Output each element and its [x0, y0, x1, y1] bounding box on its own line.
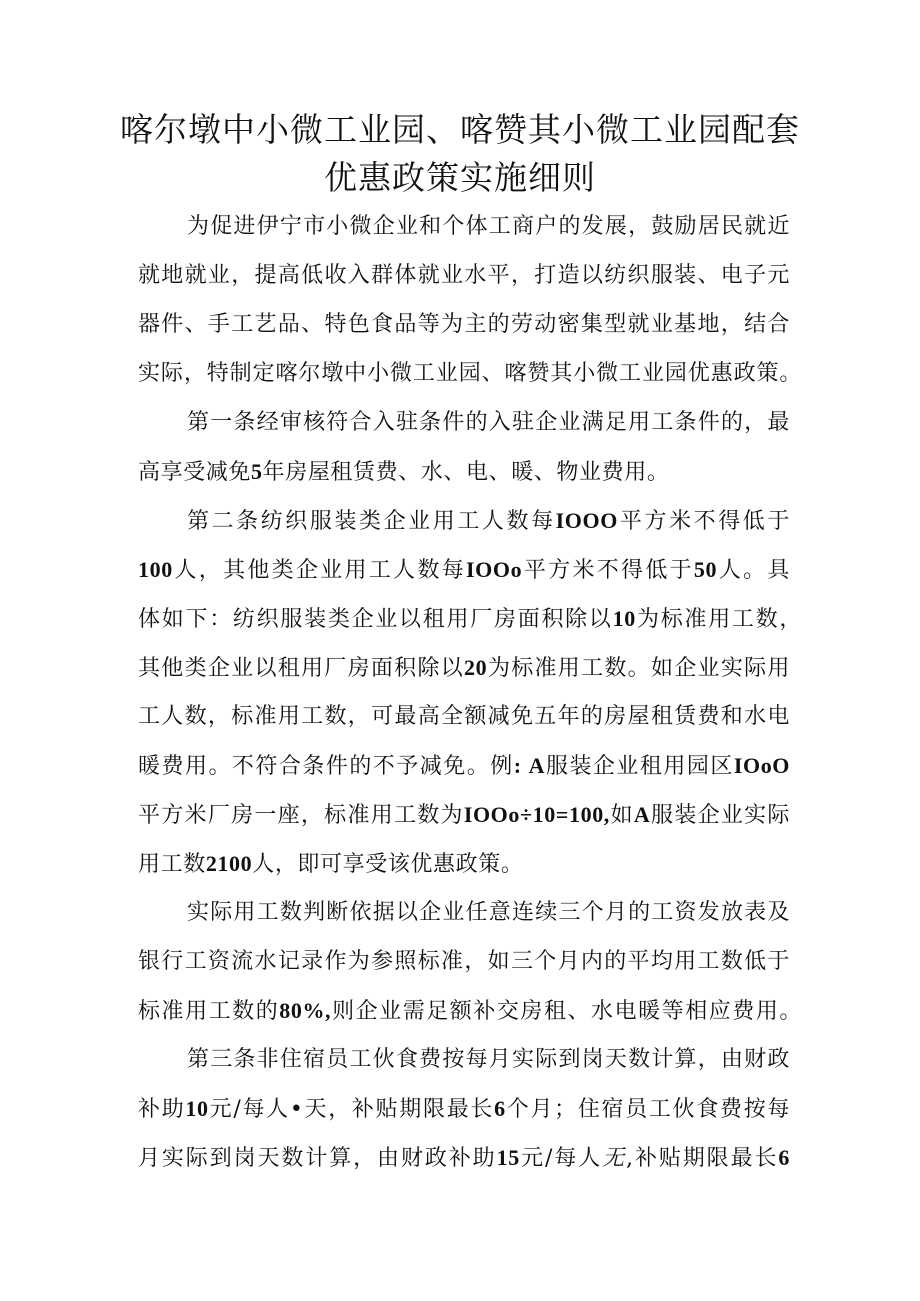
- article1-text-b: 年房屋租赁费、水、电、暖、物业费用。: [262, 460, 670, 485]
- article2-l4-num: 20: [464, 655, 488, 680]
- article3-l2-num2: 6: [494, 1096, 506, 1121]
- intro-line-1: 为促进伊宁市小微企业和个体工商户的发展，鼓励居民就近: [187, 214, 790, 239]
- article1-line-1: 第一条经审核符合入驻条件的入驻企业满足用工条件的，最: [187, 410, 790, 435]
- article2-line-8: [138, 849, 790, 880]
- article2-l7-num1: IOOo÷10=100,: [463, 802, 610, 827]
- article2-l8-text-b: 人，即可享受该优惠政策。: [252, 852, 524, 877]
- article2-l2-num2: IOOo: [466, 557, 523, 582]
- document-title-line1: 喀尔墩中小微工业园、喀赞其小微工业园配套: [120, 110, 800, 149]
- article2-l2-text-a: 人，其他类企业用工人数每: [172, 558, 466, 583]
- intro-line-4: 实际，特制定喀尔墩中小微工业园、喀赞其小微工业园优惠政策。: [138, 361, 802, 386]
- article3-l3-num1: 15: [496, 1145, 520, 1170]
- judgement-line-2: 银行工资流水记录作为参照标准，如三个月内的平均用工数低于: [138, 949, 790, 974]
- article2-l1-text-b: 平方米不得低于: [617, 509, 790, 534]
- article2-l8-text-a: 用工数: [138, 852, 206, 877]
- article3-l3-text-a: 月实际到岗天数计算，由财政补助: [138, 1146, 497, 1171]
- article1-num-years: 5: [251, 459, 263, 484]
- article3-line-3: [138, 1143, 790, 1174]
- article2-l3-num: 10: [612, 606, 636, 631]
- article2-line-7: [138, 800, 790, 831]
- intro-line-2: 就地就业，提高低收入群体就业水平，打造以纺织服装、电子元: [138, 263, 790, 288]
- article1-line-2: [138, 457, 790, 488]
- article3-line-2: [138, 1094, 790, 1125]
- article2-line-4: [138, 653, 790, 684]
- article2-l7-text-c: 服装企业实际: [650, 803, 791, 828]
- judgement-l3-text-a: 标准用工数的: [138, 999, 280, 1024]
- document-title-line2: 优惠政策实施细则: [324, 158, 596, 197]
- judgement-line-1: 实际用工数判断依据以企业任意连续三个月的工资发放表及: [187, 900, 790, 925]
- article2-line-1: [187, 506, 790, 537]
- article2-line-5: 工人数，标准用工数，可最高全额减免五年的房屋租赁费和水电: [138, 704, 790, 729]
- article2-line-3: [138, 604, 802, 635]
- article3-line-1: 第三条非住宿员工伙食费按每月实际到岗天数计算，由财政: [187, 1047, 790, 1072]
- article2-l2-text-b: 平方米不得低于: [522, 558, 694, 583]
- article3-l2-text-a: 补助: [138, 1097, 186, 1122]
- article2-l6-num2: IOoO: [733, 753, 791, 778]
- article2-line-6: [138, 751, 790, 782]
- article2-l4-text-b: 为标准用工数。如企业实际用: [487, 656, 790, 681]
- article2-l6-text-b: 服装企业租用园区: [545, 754, 734, 779]
- judgement-l3-text-b: 则企业需足额补交房租、水电暖等相应费用。: [331, 999, 802, 1024]
- article3-l3-text-c: 无: [602, 1146, 627, 1171]
- judgement-line-3: [138, 996, 802, 1027]
- article2-l4-text-a: 其他类企业以租用厂房面积除以: [138, 656, 465, 681]
- article3-l2-num1: 10: [185, 1096, 209, 1121]
- article3-l2-text-b: 元/每人•天，补贴期限最长: [208, 1097, 495, 1122]
- intro-line-3: 器件、手工艺品、特色食品等为主的劳动密集型就业基地，结合: [138, 312, 790, 337]
- article2-l3-text-b: 为标准用工数，: [635, 607, 802, 632]
- article3-l3-text-d: ,补贴期限最长: [626, 1146, 779, 1171]
- article2-line-2: [138, 555, 790, 586]
- article2-l7-text-b: 如: [609, 803, 634, 828]
- article2-l6-num1: : A: [513, 753, 546, 778]
- article2-l1-num: IOOO: [555, 508, 618, 533]
- article2-l1-text-a: 第二条纺织服装类企业用工人数每: [187, 509, 556, 534]
- article1-text-a: 高享受减免: [138, 460, 252, 485]
- article2-l7-num2: A: [633, 802, 651, 827]
- article2-l2-text-c: 人。具: [717, 558, 790, 583]
- article3-l2-text-c: 个月；住宿员工伙食费按每: [505, 1097, 790, 1122]
- article2-l2-num3: 50: [693, 557, 718, 582]
- article2-l7-text-a: 平方米厂房一座，标准用工数为: [138, 803, 464, 828]
- judgement-l3-num: 80%,: [279, 998, 332, 1023]
- article2-l3-text-a: 体如下：纺织服装类企业以租用厂房面积除以: [138, 607, 613, 632]
- article2-l8-num: 2100: [205, 851, 253, 876]
- article3-l3-num2: 6: [778, 1145, 790, 1170]
- article3-l3-text-b: 元/每人: [519, 1146, 603, 1171]
- article2-l2-num1: 100: [138, 557, 173, 582]
- article2-l6-text-a: 暖费用。不符合条件的不予减免。例: [138, 754, 514, 779]
